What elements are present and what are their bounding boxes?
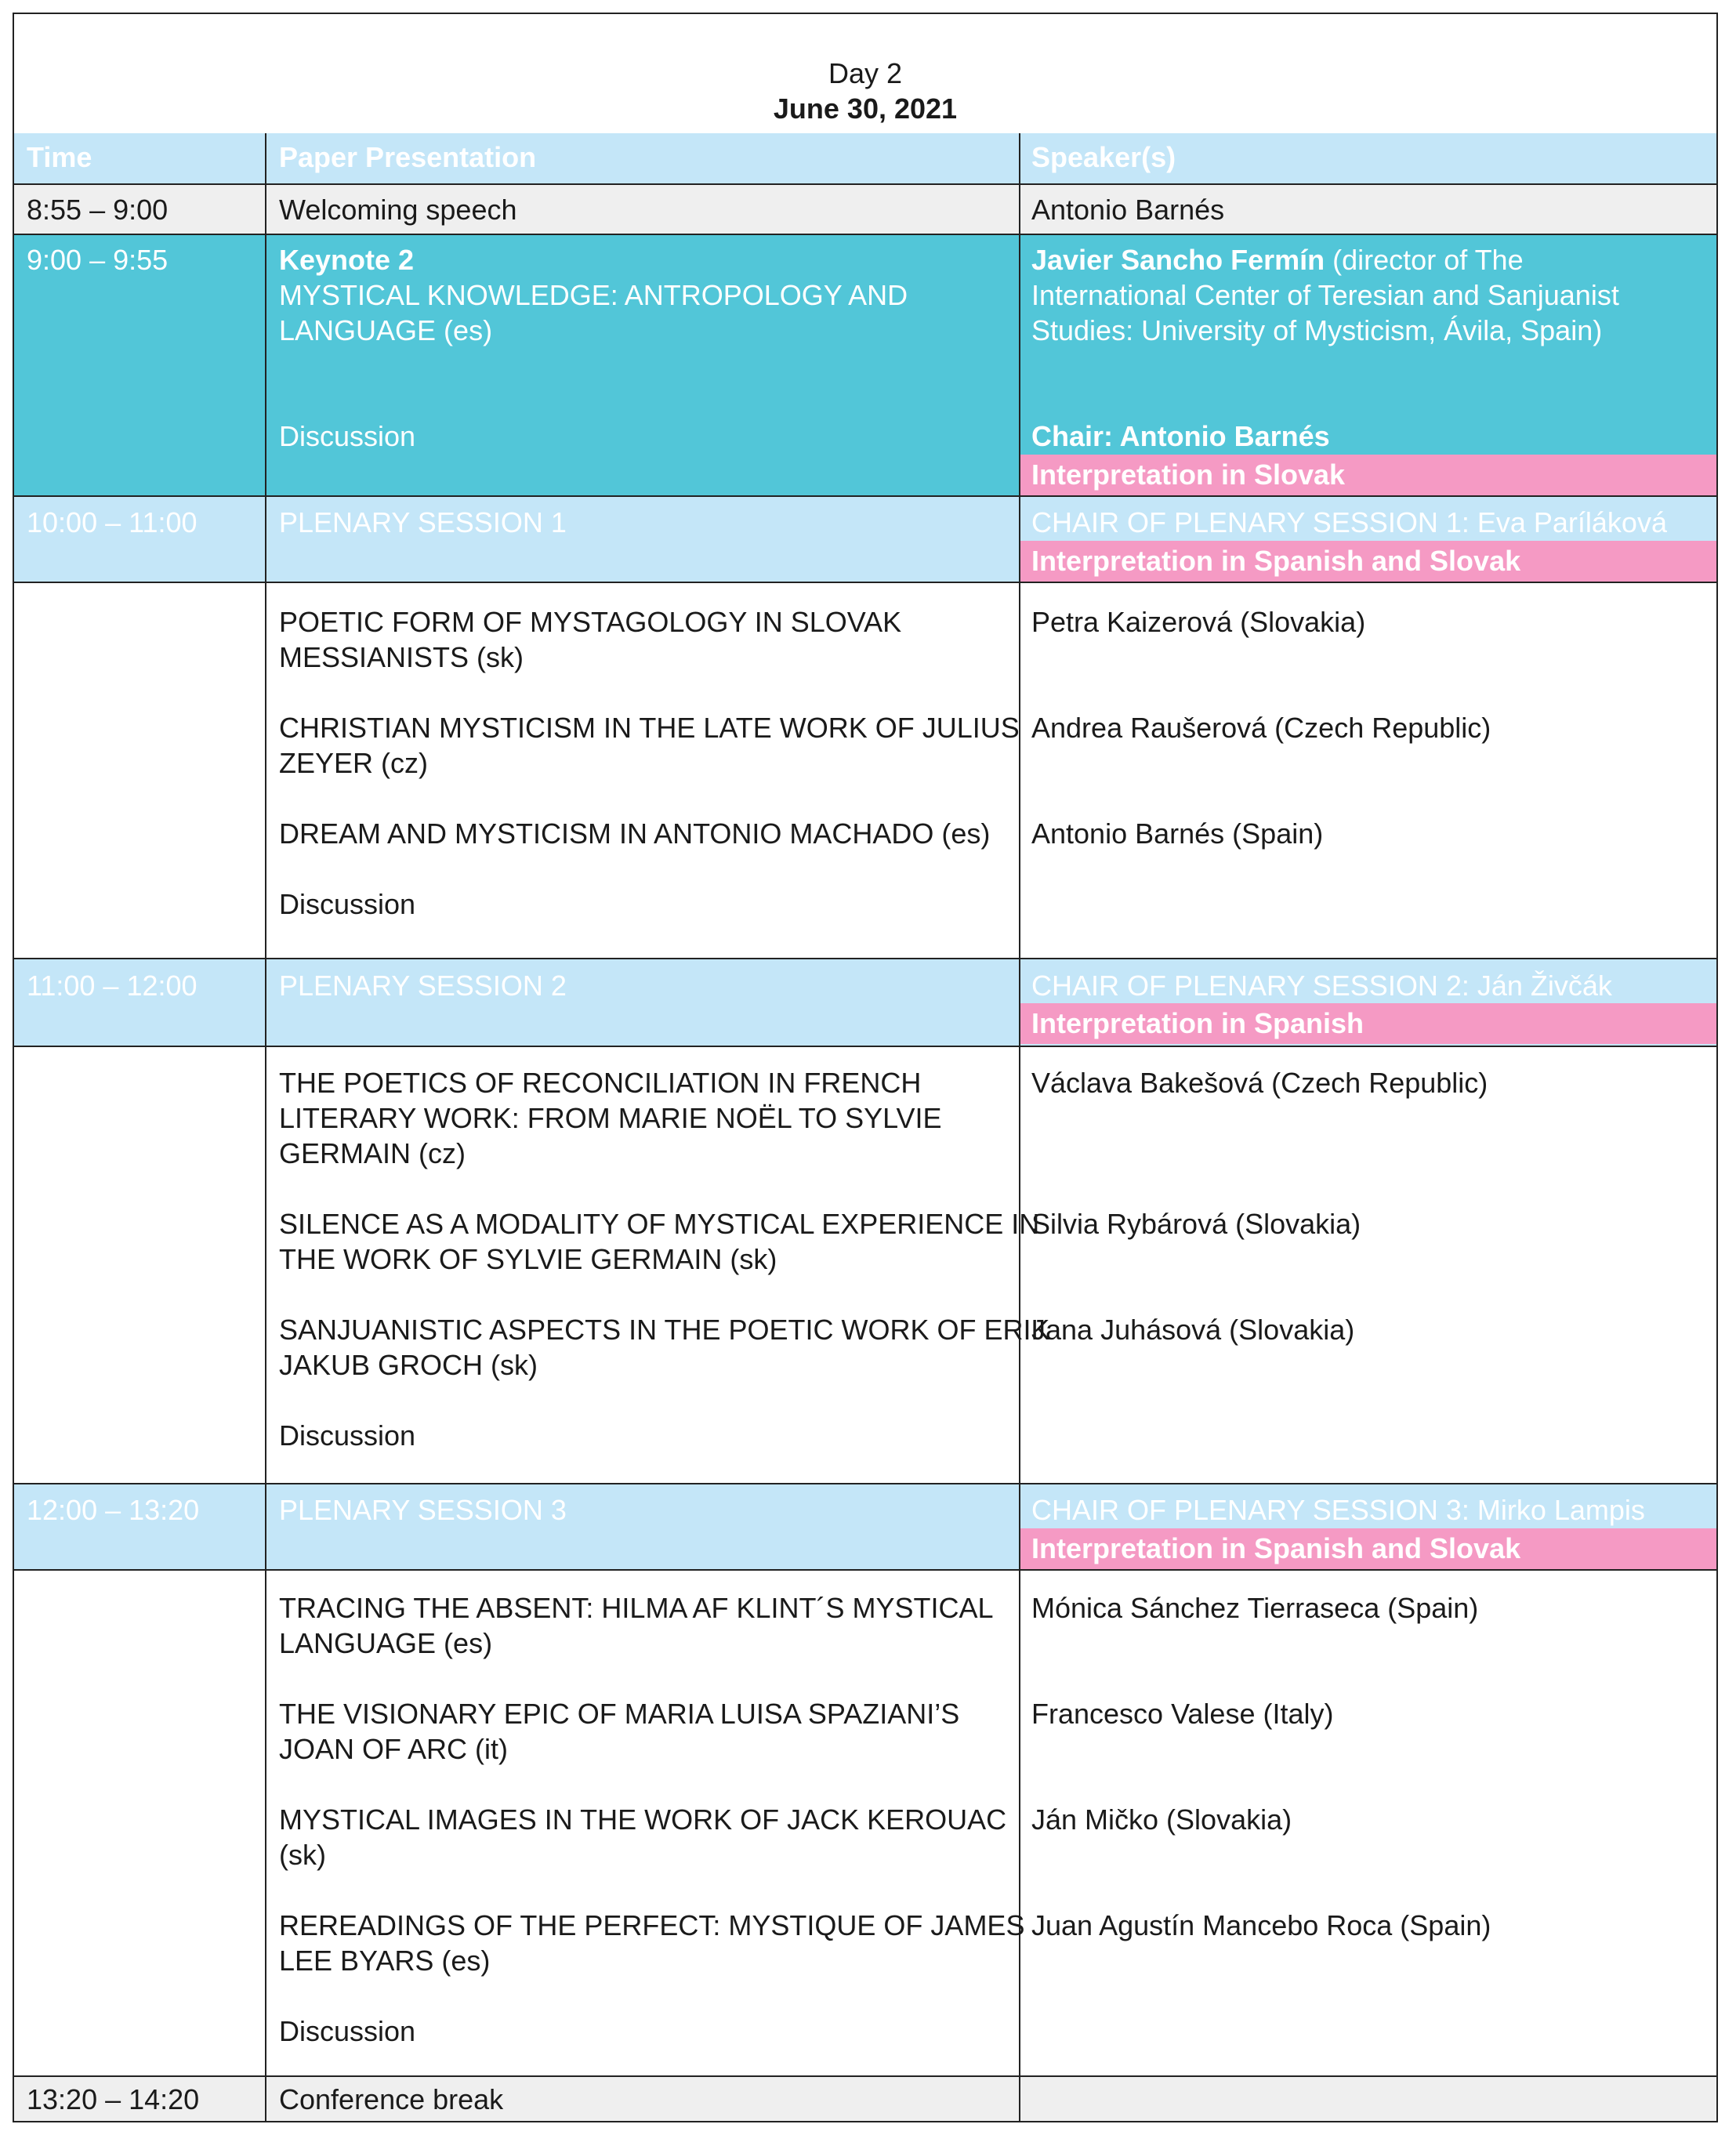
empty-speaker-cell [1020,2077,1716,2121]
paper-title-line: GERMAIN (cz) [279,1137,466,1169]
speaker-name: Antonio Barnés (Spain) [1031,817,1324,850]
column-header-row [14,133,1716,185]
session1-time: 10:00 – 11:00 [27,506,198,538]
speaker-name: Jana Juhásová (Slovakia) [1031,1314,1355,1346]
empty-time-cell [14,583,266,958]
paper-title-line: MESSIANISTS (sk) [279,641,524,673]
session2-title: PLENARY SESSION 2 [279,970,567,1002]
session3-title: PLENARY SESSION 3 [279,1494,567,1526]
paper-title-line: THE VISIONARY EPIC OF MARIA LUISA SPAZIANI’S [279,1698,960,1730]
speaker-name: Juan Agustín Mancebo Roca (Spain) [1031,1909,1491,1941]
session2-time: 11:00 – 12:00 [27,970,198,1002]
keynote-chair: Chair: Antonio Barnés [1031,420,1330,452]
break-time: 13:20 – 14:20 [27,2083,200,2115]
paper-title-line: LEE BYARS (es) [279,1945,491,1977]
speaker-name: Mónica Sánchez Tierraseca (Spain) [1031,1592,1479,1624]
column-header-paper: Paper Presentation [279,141,537,173]
interpretation-badge [1020,1528,1716,1569]
keynote-speaker-note: (director of The [1325,244,1524,276]
session3-discussion: Discussion [279,2015,416,2047]
paper-title-line: JAKUB GROCH (sk) [279,1349,538,1381]
welcome-row [14,185,1716,235]
speaker-name: Václava Bakešová (Czech Republic) [1031,1067,1488,1099]
paper-title-line: ZEYER (cz) [279,747,429,779]
paper-title-line: LITERARY WORK: FROM MARIE NOËL TO SYLVIE [279,1102,942,1134]
column-header-time: Time [27,141,92,173]
interpretation-badge [1020,1003,1716,1044]
paper-title-line: TRACING THE ABSENT: HILMA AF KLINT´S MYSTICAL [279,1592,994,1624]
break-paper: Conference break [279,2083,504,2115]
empty-time-cell [14,1571,266,2075]
interpretation-label: Interpretation in Spanish and Slovak [1031,545,1521,577]
empty-time-cell [14,1047,266,1483]
paper-title-line: DREAM AND MYSTICISM IN ANTONIO MACHADO (es) [279,817,991,850]
table-header [14,14,1716,135]
welcome-paper: Welcoming speech [279,194,517,226]
keynote-row [14,235,1716,497]
session3-header-row [14,1484,1716,1571]
interpretation-label: Interpretation in Spanish and Slovak [1031,1532,1521,1564]
interpretation-badge [1020,455,1716,495]
day-label: Day 2 [828,57,903,89]
column-header-speakers: Speaker(s) [1031,141,1176,173]
interpretation-badge [1020,541,1716,582]
keynote-title-line: MYSTICAL KNOWLEDGE: ANTROPOLOGY AND [279,279,908,311]
session3-papers-row [14,1571,1716,2077]
session1-header-row [14,497,1716,583]
paper-title-line: POETIC FORM OF MYSTAGOLOGY IN SLOVAK [279,606,902,638]
session3-chair: CHAIR OF PLENARY SESSION 3: Mirko Lampis [1031,1494,1645,1526]
keynote-discussion: Discussion [279,420,416,452]
session1-papers-row [14,583,1716,959]
keynote-speaker [1031,242,1524,277]
session2-papers-row [14,1047,1716,1484]
paper-title-line: (sk) [279,1839,326,1871]
interpretation-label: Interpretation in Slovak [1031,459,1346,491]
session1-title: PLENARY SESSION 1 [279,506,567,538]
keynote-label: Keynote 2 [279,244,415,276]
keynote-time: 9:00 – 9:55 [27,244,169,276]
speaker-name: Ján Mičko (Slovakia) [1031,1803,1292,1836]
paper-title-line: SILENCE AS A MODALITY OF MYSTICAL EXPERIENCE IN [279,1208,1040,1240]
keynote-title-line: LANGUAGE (es) [279,314,493,346]
paper-title-line: THE WORK OF SYLVIE GERMAIN (sk) [279,1243,777,1275]
interpretation-label: Interpretation in Spanish [1031,1007,1365,1039]
paper-title-line: MYSTICAL IMAGES IN THE WORK OF JACK KEROUAC [279,1803,1007,1836]
paper-title-line: SANJUANISTIC ASPECTS IN THE POETIC WORK OF ERIK [279,1314,1050,1346]
session1-discussion: Discussion [279,888,416,920]
keynote-speaker-note: International Center of Teresian and Sanjuanist [1031,279,1619,311]
paper-title-line: LANGUAGE (es) [279,1627,493,1659]
keynote-speaker-name: Javier Sancho Fermín [1031,244,1325,276]
paper-title-line: REREADINGS OF THE PERFECT: MYSTIQUE OF JAMES [279,1909,1025,1941]
welcome-time: 8:55 – 9:00 [27,194,169,226]
welcome-speaker: Antonio Barnés [1031,194,1225,226]
speaker-name: Silvia Rybárová (Slovakia) [1031,1208,1361,1240]
session2-discussion: Discussion [279,1419,416,1452]
session1-chair: CHAIR OF PLENARY SESSION 1: Eva Paríláková [1031,506,1667,538]
programme-table [13,13,1718,2122]
session2-header-row [14,959,1716,1047]
session2-chair: CHAIR OF PLENARY SESSION 2: Ján Živčák [1031,970,1612,1002]
keynote-speaker-note: Studies: University of Mysticism, Ávila, Spain) [1031,314,1603,346]
speaker-name: Petra Kaizerová (Slovakia) [1031,606,1366,638]
paper-title-line: THE POETICS OF RECONCILIATION IN FRENCH [279,1067,922,1099]
speaker-name: Francesco Valese (Italy) [1031,1698,1334,1730]
session3-time: 12:00 – 13:20 [27,1494,200,1526]
paper-title-line: JOAN OF ARC (it) [279,1733,509,1765]
break-row [14,2077,1716,2121]
date-label: June 30, 2021 [773,92,958,125]
speaker-name: Andrea Raušerová (Czech Republic) [1031,712,1491,744]
paper-title-line: CHRISTIAN MYSTICISM IN THE LATE WORK OF JULIUS [279,712,1020,744]
